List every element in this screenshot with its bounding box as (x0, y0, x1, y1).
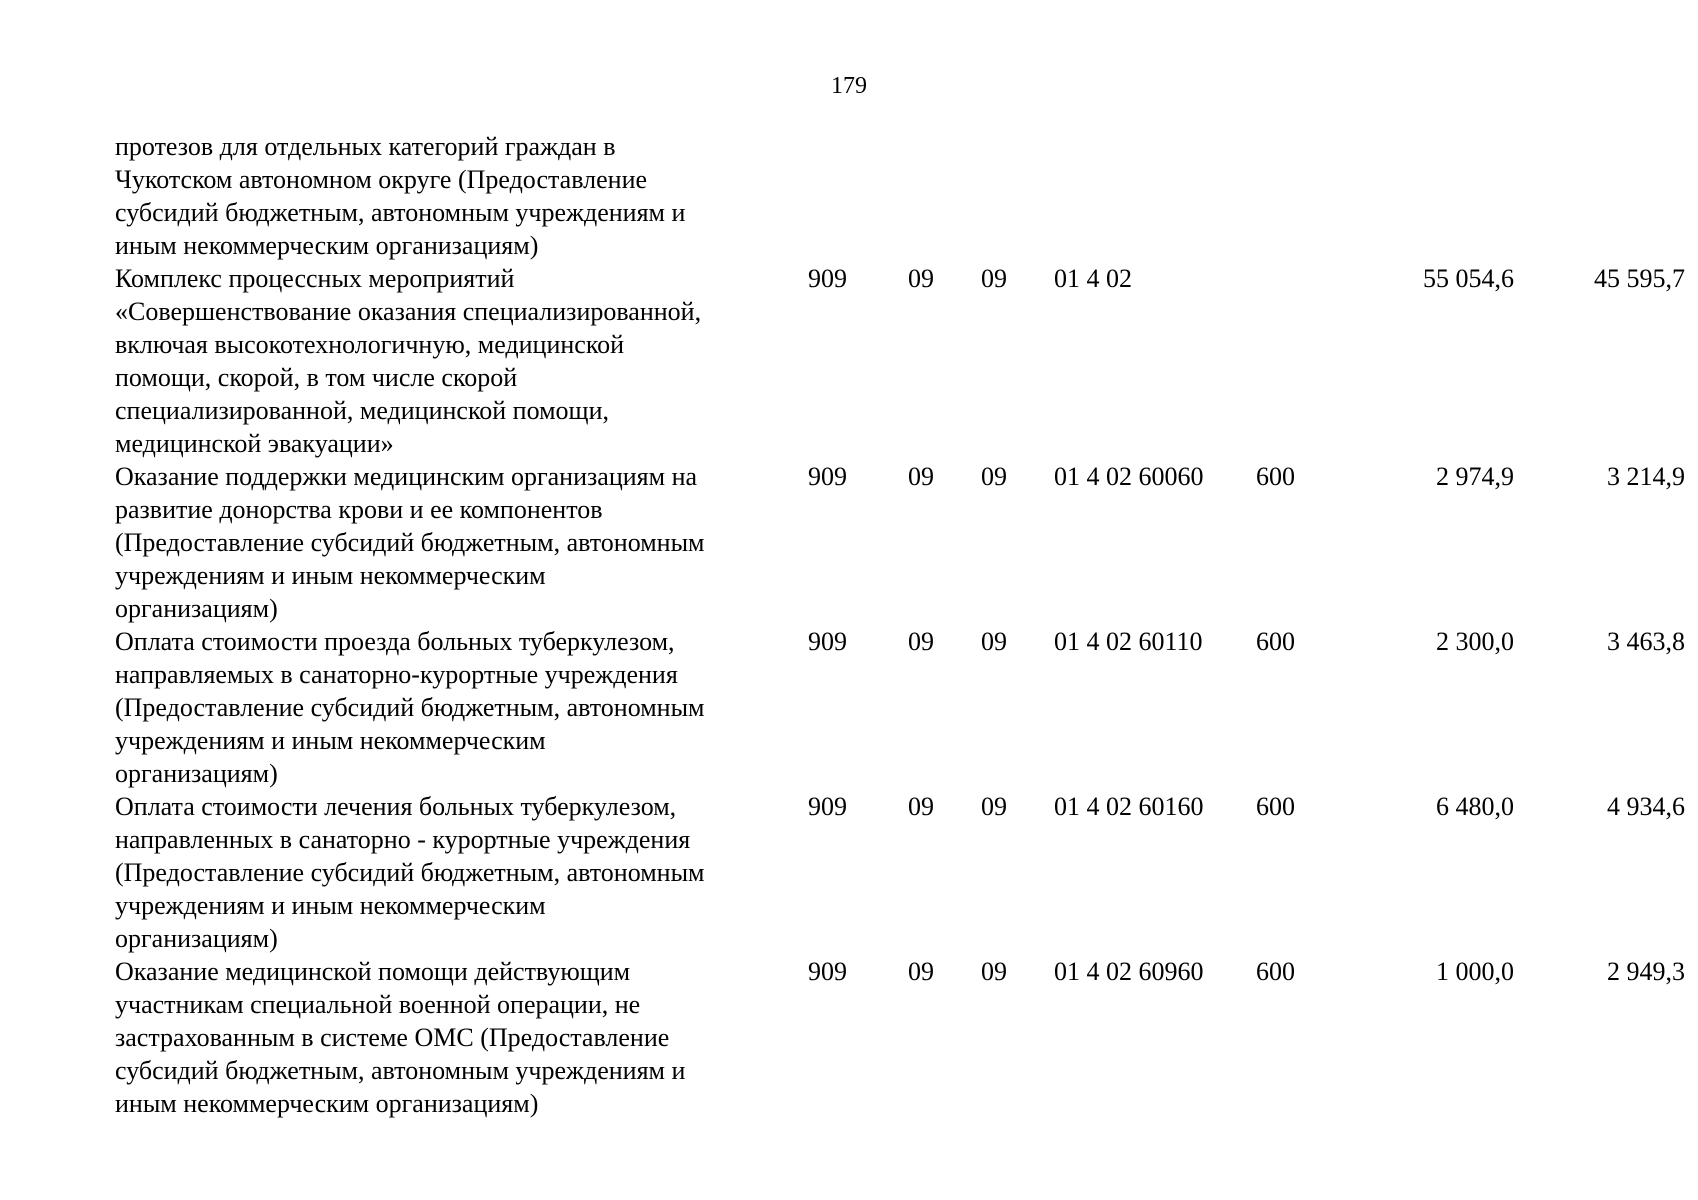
target-article-cell: 01 4 02 60160 (1054, 792, 1204, 821)
table-row (115, 460, 1685, 625)
amount-year2-cell: 2 949,3 (1607, 957, 1685, 986)
column-gap (790, 625, 808, 790)
amount-year1-cell: 1 000,0 (1436, 957, 1514, 986)
item-name-cell (115, 790, 790, 955)
ved-cell: 909 (808, 957, 847, 986)
item-name-line: «Совершенствование оказания специализированной, (115, 297, 702, 326)
item-name-line: Оказание поддержки медицинским организациям на (115, 462, 698, 491)
item-name-line: иным некоммерческим организациям) (115, 1089, 539, 1118)
amount-year2-cell (1514, 130, 1685, 262)
item-name-cell (115, 262, 790, 460)
section-cell (908, 130, 981, 262)
subsection-cell: 09 (981, 957, 1007, 986)
subsection-cell (981, 130, 1054, 262)
item-name-cell (115, 130, 790, 262)
amount-year1-cell: 2 300,0 (1436, 627, 1514, 656)
amount-year1-cell: 6 480,0 (1436, 792, 1514, 821)
item-name-line: учреждениям и иным некоммерческим (115, 561, 546, 590)
item-name-line: направляемых в санаторно-курортные учреждения (115, 660, 678, 689)
subsection-cell: 09 (981, 627, 1007, 656)
table-row (115, 130, 1685, 262)
item-name-line: протезов для отдельных категорий граждан в (115, 132, 616, 161)
amount-year1-cell: 2 974,9 (1436, 462, 1514, 491)
item-name-line: учреждениям и иным некоммерческим (115, 891, 546, 920)
item-name-line: (Предоставление субсидий бюджетным, автономным (115, 858, 705, 887)
target-article-cell: 01 4 02 60110 (1054, 627, 1203, 656)
column-gap (790, 130, 808, 262)
ved-cell: 909 (808, 462, 847, 491)
subsection-cell: 09 (981, 264, 1007, 293)
item-name-line: иным некоммерческим организациям) (115, 231, 539, 260)
table-row (115, 955, 1685, 1120)
table-row (115, 262, 1685, 460)
target-article-cell (1054, 130, 1256, 262)
expense-type-cell (1256, 130, 1354, 262)
item-name-line: развитие донорства крови и ее компонентов (115, 495, 603, 524)
item-name-line: учреждениям и иным некоммерческим (115, 726, 546, 755)
column-gap (790, 460, 808, 625)
item-name-line: (Предоставление субсидий бюджетным, автономным (115, 528, 705, 557)
ved-cell: 909 (808, 792, 847, 821)
item-name-line: организациям) (115, 594, 278, 623)
ved-cell: 909 (808, 264, 847, 293)
amount-year2-cell: 4 934,6 (1607, 792, 1685, 821)
ved-cell (808, 130, 908, 262)
item-name-line: организациям) (115, 924, 278, 953)
column-gap (790, 955, 808, 1120)
section-cell: 09 (908, 462, 934, 491)
amount-year1-cell (1354, 130, 1514, 262)
ved-cell: 909 (808, 627, 847, 656)
section-cell: 09 (908, 627, 934, 656)
item-name-line: Чукотском автономном округе (Предоставление (115, 165, 648, 194)
item-name-line: застрахованным в системе ОМС (Предоставление (115, 1023, 670, 1052)
target-article-cell: 01 4 02 (1054, 264, 1132, 293)
item-name-line: субсидий бюджетным, автономным учреждениям и (115, 1056, 686, 1085)
subsection-cell: 09 (981, 462, 1007, 491)
page-number: 179 (831, 73, 867, 99)
target-article-cell: 01 4 02 60060 (1054, 462, 1204, 491)
item-name-line: (Предоставление субсидий бюджетным, автономным (115, 693, 705, 722)
amount-year2-cell: 3 463,8 (1607, 627, 1685, 656)
section-cell: 09 (908, 957, 934, 986)
expense-type-cell: 600 (1256, 462, 1295, 491)
item-name-line: участникам специальной военной операции, не (115, 990, 641, 1019)
subsection-cell: 09 (981, 792, 1007, 821)
expense-type-cell: 600 (1256, 792, 1295, 821)
item-name-line: Оказание медицинской помощи действующим (115, 957, 631, 986)
item-name-line: включая высокотехнологичную, медицинской (115, 330, 625, 359)
amount-year2-cell: 3 214,9 (1607, 462, 1685, 491)
item-name-line: помощи, скорой, в том числе скорой (115, 363, 518, 392)
item-name-line: Оплата стоимости проезда больных туберкулезом, (115, 627, 675, 656)
expense-type-cell: 600 (1256, 627, 1295, 656)
expense-type-cell (1256, 262, 1354, 460)
item-name-cell (115, 625, 790, 790)
item-name-line: медицинской эвакуации» (115, 429, 394, 458)
item-name-line: организациям) (115, 759, 278, 788)
item-name-line: Оплата стоимости лечения больных туберкулезом, (115, 792, 677, 821)
table-body (115, 130, 1685, 1120)
section-cell: 09 (908, 264, 934, 293)
item-name-line: специализированной, медицинской помощи, (115, 396, 609, 425)
item-name-line: Комплекс процессных мероприятий (115, 264, 515, 293)
section-cell: 09 (908, 792, 934, 821)
table-row (115, 625, 1685, 790)
expense-type-cell: 600 (1256, 957, 1295, 986)
target-article-cell: 01 4 02 60960 (1054, 957, 1204, 986)
amount-year2-cell: 45 595,7 (1594, 264, 1685, 293)
budget-table (115, 130, 1685, 1120)
table-row (115, 790, 1685, 955)
item-name-cell (115, 460, 790, 625)
column-gap (790, 790, 808, 955)
item-name-line: направленных в санаторно - курортные учреждения (115, 825, 691, 854)
column-gap (790, 262, 808, 460)
item-name-line: субсидий бюджетным, автономным учреждениям и (115, 198, 686, 227)
amount-year1-cell: 55 054,6 (1423, 264, 1514, 293)
item-name-cell (115, 955, 790, 1120)
